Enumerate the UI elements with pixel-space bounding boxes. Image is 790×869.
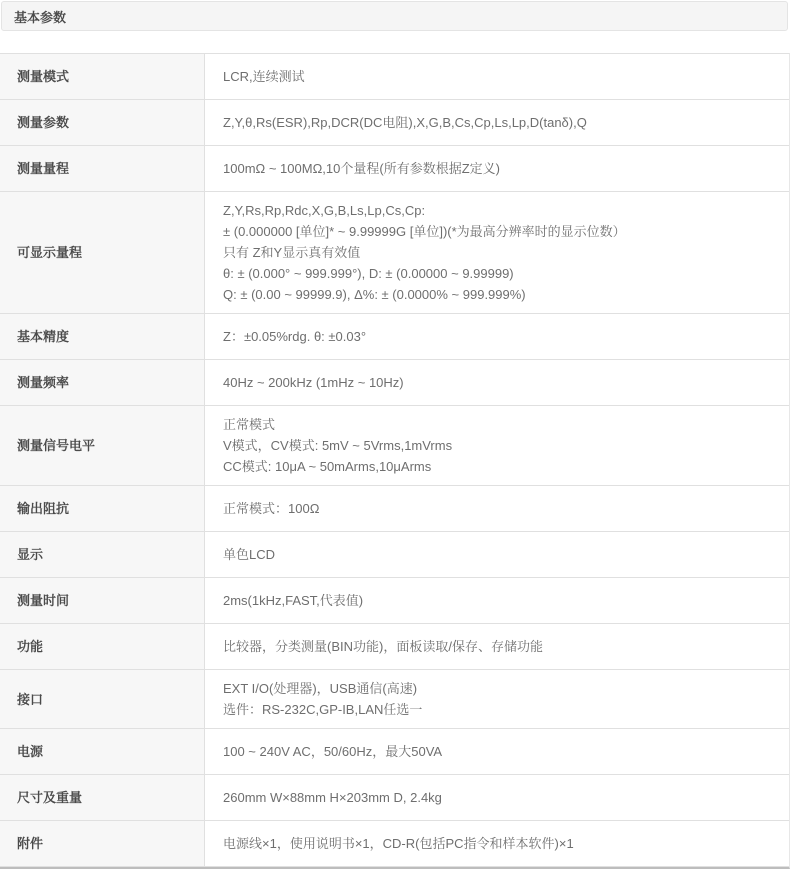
spec-value-line: Z,Y,θ,Rs(ESR),Rp,DCR(DC电阻),X,G,B,Cs,Cp,Ls,Lp,D(tanδ),Q: [223, 115, 587, 130]
spec-label: 测量时间: [0, 578, 205, 623]
spec-row-measurement-mode: [0, 54, 789, 100]
spec-label: 测量模式: [0, 54, 205, 99]
spec-value-line: LCR,连续测试: [223, 69, 305, 84]
spec-value: [205, 360, 789, 405]
spec-row-measurement-frequency: [0, 360, 789, 406]
spec-value: [205, 406, 789, 485]
spec-value-line: θ: ± (0.000° ~ 999.999°), D: ± (0.00000 ~ 9.99999): [223, 266, 514, 281]
spec-label: 测量量程: [0, 146, 205, 191]
spec-value-line: Q: ± (0.00 ~ 99999.9), Δ%: ± (0.0000% ~ 999.999%): [223, 287, 526, 302]
spec-row-measurement-time: [0, 578, 789, 624]
spec-value-line: ± (0.000000 [单位]* ~ 9.99999G [单位])(*为最高分辨率时的显示位数）: [223, 224, 626, 239]
spec-value: [205, 146, 789, 191]
spec-label: 可显示量程: [0, 192, 205, 313]
spec-value-line: 比较器，分类测量(BIN功能)，面板读取/保存、存储功能: [223, 639, 543, 654]
spec-value: [205, 54, 789, 99]
spec-label: 测量参数: [0, 100, 205, 145]
spec-row-basic-accuracy: [0, 314, 789, 360]
spec-value: [205, 100, 789, 145]
spec-row-accessories: [0, 821, 789, 867]
spec-label: 电源: [0, 729, 205, 774]
spec-value-line: 260mm W×88mm H×203mm D, 2.4kg: [223, 790, 442, 805]
spec-value-line: 只有 Z和Y显示真有效值: [223, 245, 361, 260]
spec-label: 测量信号电平: [0, 406, 205, 485]
spec-label: 附件: [0, 821, 205, 866]
spec-row-dimensions-weight: [0, 775, 789, 821]
spec-value-line: CC模式: 10μA ~ 50mArms,10μArms: [223, 459, 432, 474]
spec-label: 输出阻抗: [0, 486, 205, 531]
spec-value-line: V模式，CV模式: 5mV ~ 5Vrms,1mVrms: [223, 438, 453, 453]
spec-row-measurement-parameters: [0, 100, 789, 146]
spec-row-display: [0, 532, 789, 578]
spec-value-line: Z,Y,Rs,Rp,Rdc,X,G,B,Ls,Lp,Cs,Cp:: [223, 203, 426, 218]
spec-table: [0, 53, 790, 869]
section-title: 基本参数: [14, 9, 67, 25]
spec-value: [205, 486, 789, 531]
spec-value: [205, 821, 789, 866]
spec-value-line: 2ms(1kHz,FAST,代表值): [223, 593, 364, 608]
spec-value-line: 正常模式：100Ω: [223, 501, 320, 516]
spec-value-line: 选件：RS-232C,GP-IB,LAN任选一: [223, 702, 423, 717]
spec-value: [205, 624, 789, 669]
spec-value-line: 100mΩ ~ 100MΩ,10个量程(所有参数根据Z定义): [223, 161, 500, 176]
spec-value-line: 100 ~ 240V AC，50/60Hz，最大50VA: [223, 744, 443, 759]
spec-label: 测量频率: [0, 360, 205, 405]
spec-value: [205, 532, 789, 577]
spec-row-output-impedance: [0, 486, 789, 532]
spec-value-line: EXT I/O(处理器)，USB通信(高速): [223, 681, 418, 696]
spec-value-line: 40Hz ~ 200kHz (1mHz ~ 10Hz): [223, 375, 404, 390]
spec-value: [205, 314, 789, 359]
section-header: [1, 1, 788, 31]
spec-label: 基本精度: [0, 314, 205, 359]
spec-value: [205, 578, 789, 623]
spec-row-signal-level: [0, 406, 789, 486]
spec-label: 尺寸及重量: [0, 775, 205, 820]
spec-value: [205, 729, 789, 774]
spec-value-line: Z：±0.05%rdg. θ: ±0.03°: [223, 329, 367, 344]
spec-label: 显示: [0, 532, 205, 577]
spec-value: [205, 192, 789, 313]
spec-row-interface: [0, 670, 789, 729]
spec-row-power-supply: [0, 729, 789, 775]
spec-label: 接口: [0, 670, 205, 728]
spec-value-line: 单色LCD: [223, 547, 276, 562]
spec-value: [205, 670, 789, 728]
spec-value: [205, 775, 789, 820]
spec-value-line: 正常模式: [223, 417, 276, 432]
spec-row-functions: [0, 624, 789, 670]
spec-value-line: 电源线×1，使用说明书×1，CD-R(包括PC指令和样本软件)×1: [223, 836, 574, 851]
spec-row-measurement-range: [0, 146, 789, 192]
spec-label: 功能: [0, 624, 205, 669]
spec-row-display-range: [0, 192, 789, 314]
